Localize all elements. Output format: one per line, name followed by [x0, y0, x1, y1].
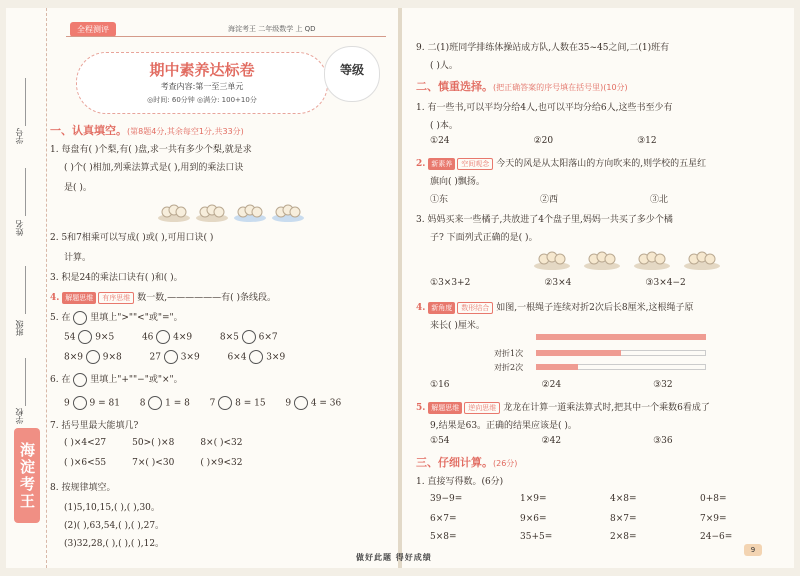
- right-page: [402, 8, 794, 568]
- orange-plates-illustration: [532, 244, 732, 272]
- angle-tag: 新角度: [428, 302, 455, 314]
- expr: 46: [141, 332, 154, 343]
- option: ③36: [653, 436, 673, 446]
- expr: 3×9: [180, 352, 200, 363]
- question-line: ( )本。: [430, 121, 458, 131]
- option: ②42: [541, 436, 562, 446]
- compare-row: [64, 330, 278, 344]
- option: ①24: [430, 136, 450, 146]
- orange-plate-icon: [684, 252, 720, 270]
- options-row: [430, 136, 657, 146]
- options-row: [430, 278, 686, 288]
- calc-item: 35+5=: [520, 532, 553, 542]
- expr: 9×5: [95, 332, 115, 343]
- question-line: [50, 290, 276, 304]
- field-class: 班级: [15, 320, 24, 336]
- options-row: [430, 192, 668, 205]
- field-school: 学校: [15, 408, 24, 424]
- option: ②3×4: [544, 278, 572, 288]
- bun-plate-icon: [234, 205, 266, 222]
- expr: 3×9: [266, 352, 286, 363]
- answer-circle[interactable]: [242, 330, 256, 344]
- answer-circle[interactable]: [294, 396, 308, 410]
- question-line: 1. 直接写得数。(6分): [416, 477, 504, 487]
- expr: 8×5: [219, 332, 239, 343]
- rope-fold-2-bar: [536, 364, 578, 370]
- question-number: 4.: [416, 303, 426, 313]
- grade-label: 等级: [339, 63, 364, 77]
- question-line: [416, 156, 706, 170]
- option: ②20: [533, 136, 554, 146]
- option: ①16: [430, 380, 450, 390]
- expr: ( )×6<55: [64, 458, 107, 468]
- expr: 6×7: [258, 332, 278, 343]
- option: ②24: [541, 380, 562, 390]
- calc-item: 1×9=: [520, 494, 547, 504]
- question-number: 2.: [416, 159, 426, 169]
- question-text: 里填上">""<"或"="。: [90, 313, 183, 323]
- section-title-text: 三、仔细计算。: [416, 456, 493, 469]
- question-line: 旗向( )飘扬。: [430, 177, 485, 187]
- section-note: (把正确答案的序号填在括号里)(10分): [493, 83, 628, 92]
- option: ①东: [430, 195, 449, 205]
- question-line: 9. 二(1)班同学排练体操站成方队,人数在35~45之间,二(1)班有: [416, 43, 670, 53]
- inequality-row: [64, 458, 242, 468]
- exam-scope: 考查内容:第一至三单元: [160, 82, 244, 91]
- header-meta: 海淀考王 二年级数学 上 QD: [228, 25, 316, 33]
- orange-plate-icon: [534, 252, 570, 270]
- expr: ( )×4<27: [64, 438, 107, 448]
- expr: 9: [64, 398, 70, 409]
- footer-slogan: 做好此题 得好成绩: [356, 552, 432, 562]
- orange-plate-icon: [634, 252, 670, 270]
- question-line: 7. 括号里最大能填几?: [50, 421, 139, 431]
- literacy-tag: 新素养: [428, 158, 455, 170]
- question-number: 4.: [50, 293, 60, 303]
- orange-plate-icon: [584, 252, 620, 270]
- section-title-text: 一、认真填空。: [50, 124, 127, 137]
- bun-plate-icon: [158, 205, 190, 222]
- option: ③北: [650, 195, 669, 205]
- section-title-text: 二、慎重选择。: [416, 80, 493, 93]
- calc-item: 24−6=: [700, 532, 733, 542]
- expr: 8×9: [64, 352, 83, 363]
- calc-item: 7×9=: [700, 514, 727, 524]
- section-title: [50, 122, 244, 138]
- option: ③3×4−2: [645, 278, 686, 288]
- answer-circle[interactable]: [249, 350, 263, 364]
- student-info-strip: [6, 8, 47, 568]
- expr: 1 = 8: [165, 398, 190, 409]
- expr: 8: [139, 398, 146, 409]
- question-line: 2. 5和7相乘可以写成( )或( ),可用口诀( ): [50, 233, 214, 243]
- calc-row: [430, 514, 770, 524]
- answer-circle[interactable]: [86, 350, 100, 364]
- answer-circle[interactable]: [78, 330, 92, 344]
- field-name: 姓名: [15, 220, 24, 236]
- operator-row: [64, 396, 341, 410]
- fold-label: 对折2次: [494, 363, 524, 372]
- options-row: [430, 380, 673, 390]
- question-line: 3. 积是24的乘法口诀有( )和( )。: [50, 273, 183, 283]
- skill-tag: 数形结合: [457, 302, 493, 314]
- option: ③32: [653, 380, 673, 390]
- answer-circle[interactable]: [164, 350, 178, 364]
- question-line: 8. 按规律填空。: [50, 483, 116, 493]
- question-line: 1. 有一些书,可以平均分给4人,也可以平均分给6人,这些书至少有: [416, 103, 673, 113]
- expr: 50>( )×8: [132, 438, 175, 448]
- thinking-tag: 解题思维: [428, 402, 462, 414]
- header-rule: [66, 36, 386, 37]
- field-line: [25, 168, 26, 216]
- expr: 4×9: [173, 332, 193, 343]
- field-student-number: 学号: [15, 128, 24, 144]
- brand-logo: 海淀考王: [14, 428, 40, 523]
- calc-item: 0+8=: [700, 494, 727, 504]
- question-line: [50, 372, 183, 387]
- assessment-badge: 全程测评: [70, 22, 116, 37]
- answer-circle[interactable]: [73, 311, 87, 325]
- skill-tag: 逆向思维: [464, 402, 500, 414]
- answer-circle[interactable]: [156, 330, 170, 344]
- pattern-row: (2)( ),63,54,( ),( ),27。: [64, 521, 165, 531]
- exam-info: ◎时间: 60分钟 ◎满分: 100+10分: [147, 96, 257, 104]
- question-line: 子? 下面列式正确的是( )。: [430, 233, 538, 243]
- option: ②西: [540, 195, 559, 205]
- calc-item: 6×7=: [430, 514, 457, 524]
- section-note: (26分): [493, 459, 518, 468]
- expr: ( )×9<32: [200, 458, 243, 468]
- answer-circle[interactable]: [148, 396, 162, 410]
- question-line: [416, 300, 693, 314]
- calc-item: 2×8=: [610, 532, 637, 542]
- question-lead: 6. 在: [50, 375, 71, 385]
- question-line: 1. 每盘有( )个梨,有( )盘,求一共有多少个梨,就是求: [50, 145, 252, 155]
- expr: 9 = 81: [89, 398, 120, 409]
- rope-full-bar: [536, 334, 706, 340]
- expr: 7: [209, 398, 216, 409]
- left-page: [6, 8, 398, 568]
- question-line: [416, 400, 710, 414]
- section-note: (第8题4分,其余每空1分,共33分): [127, 127, 244, 136]
- calc-item: 9×6=: [520, 514, 547, 524]
- page-title: 期中素养达标卷: [149, 61, 255, 79]
- expr: 9: [285, 398, 292, 409]
- calc-item: 5×8=: [430, 532, 457, 542]
- field-line: [25, 266, 26, 314]
- calc-row: [430, 494, 770, 504]
- expr: 7×( )<30: [132, 458, 175, 468]
- question-line: 是( )。: [64, 183, 92, 193]
- option: ①54: [430, 436, 450, 446]
- expr: 8×( )<32: [200, 438, 243, 448]
- question-text: 今天的风是从太阳落山的方向吹来的,则学校的五星红: [496, 159, 707, 169]
- skill-tag: 有序思维: [98, 292, 134, 304]
- option: ③12: [637, 136, 657, 146]
- calc-row: [430, 532, 770, 542]
- options-row: [430, 436, 673, 446]
- question-line: 9,结果是63。正确的结果应该是( )。: [430, 421, 577, 431]
- expr: 27: [149, 352, 161, 363]
- section-title: [416, 78, 628, 94]
- question-line: [50, 310, 183, 325]
- bun-plate-icon: [272, 205, 304, 222]
- question-text: 里填上"+""−"或"×"。: [90, 375, 183, 385]
- question-lead: 5. 在: [50, 313, 71, 323]
- expr: 4 = 36: [310, 398, 342, 409]
- section-title: [416, 454, 517, 470]
- pattern-row: (3)32,28,( ),( ),( ),12。: [64, 539, 165, 549]
- question-line: ( )个( )相加,列乘法算式是( ),用到的乘法口诀: [64, 163, 244, 173]
- question-text: 如图,一根绳子连续对折2次后长8厘米,这根绳子原: [496, 303, 694, 313]
- expr: 54: [64, 332, 76, 343]
- answer-circle[interactable]: [73, 373, 87, 387]
- question-text: 龙龙在计算一道乘法算式时,把其中一个乘数6看成了: [503, 403, 710, 413]
- field-line: [25, 78, 26, 126]
- option: ①3×3+2: [430, 278, 471, 288]
- rope-fold-1-bar: [536, 350, 621, 356]
- pattern-row: (1)5,10,15,( ),( ),30。: [64, 503, 160, 513]
- inequality-row: [64, 438, 242, 448]
- title-box: [76, 52, 328, 114]
- bun-plate-icon: [196, 205, 228, 222]
- question-text: 数一数,——————有( )条线段。: [137, 293, 277, 303]
- expr: 9×8: [102, 352, 122, 363]
- field-line: [25, 358, 26, 406]
- calc-item: 4×8=: [610, 494, 637, 504]
- question-line: 计算。: [64, 253, 92, 263]
- grade-circle: [324, 46, 380, 102]
- thinking-tag: 解题思维: [62, 292, 96, 304]
- page-number: 9: [744, 544, 762, 556]
- fold-label: 对折1次: [494, 349, 524, 358]
- question-number: 5.: [416, 403, 426, 413]
- compare-row: [64, 350, 285, 364]
- expr: 6×4: [227, 352, 247, 363]
- bun-plates-illustration: [156, 198, 306, 224]
- calc-item: 8×7=: [610, 514, 637, 524]
- calc-item: 39−9=: [430, 494, 463, 504]
- question-line: 来长( )厘米。: [430, 321, 485, 331]
- skill-tag: 空间观念: [457, 158, 493, 170]
- answer-circle[interactable]: [73, 396, 87, 410]
- question-line: ( )人。: [430, 61, 458, 71]
- answer-circle[interactable]: [218, 396, 232, 410]
- question-line: 3. 妈妈买来一些橘子,共放进了4个盘子里,妈妈一共买了多少个橘: [416, 215, 673, 225]
- expr: 8 = 15: [235, 398, 266, 409]
